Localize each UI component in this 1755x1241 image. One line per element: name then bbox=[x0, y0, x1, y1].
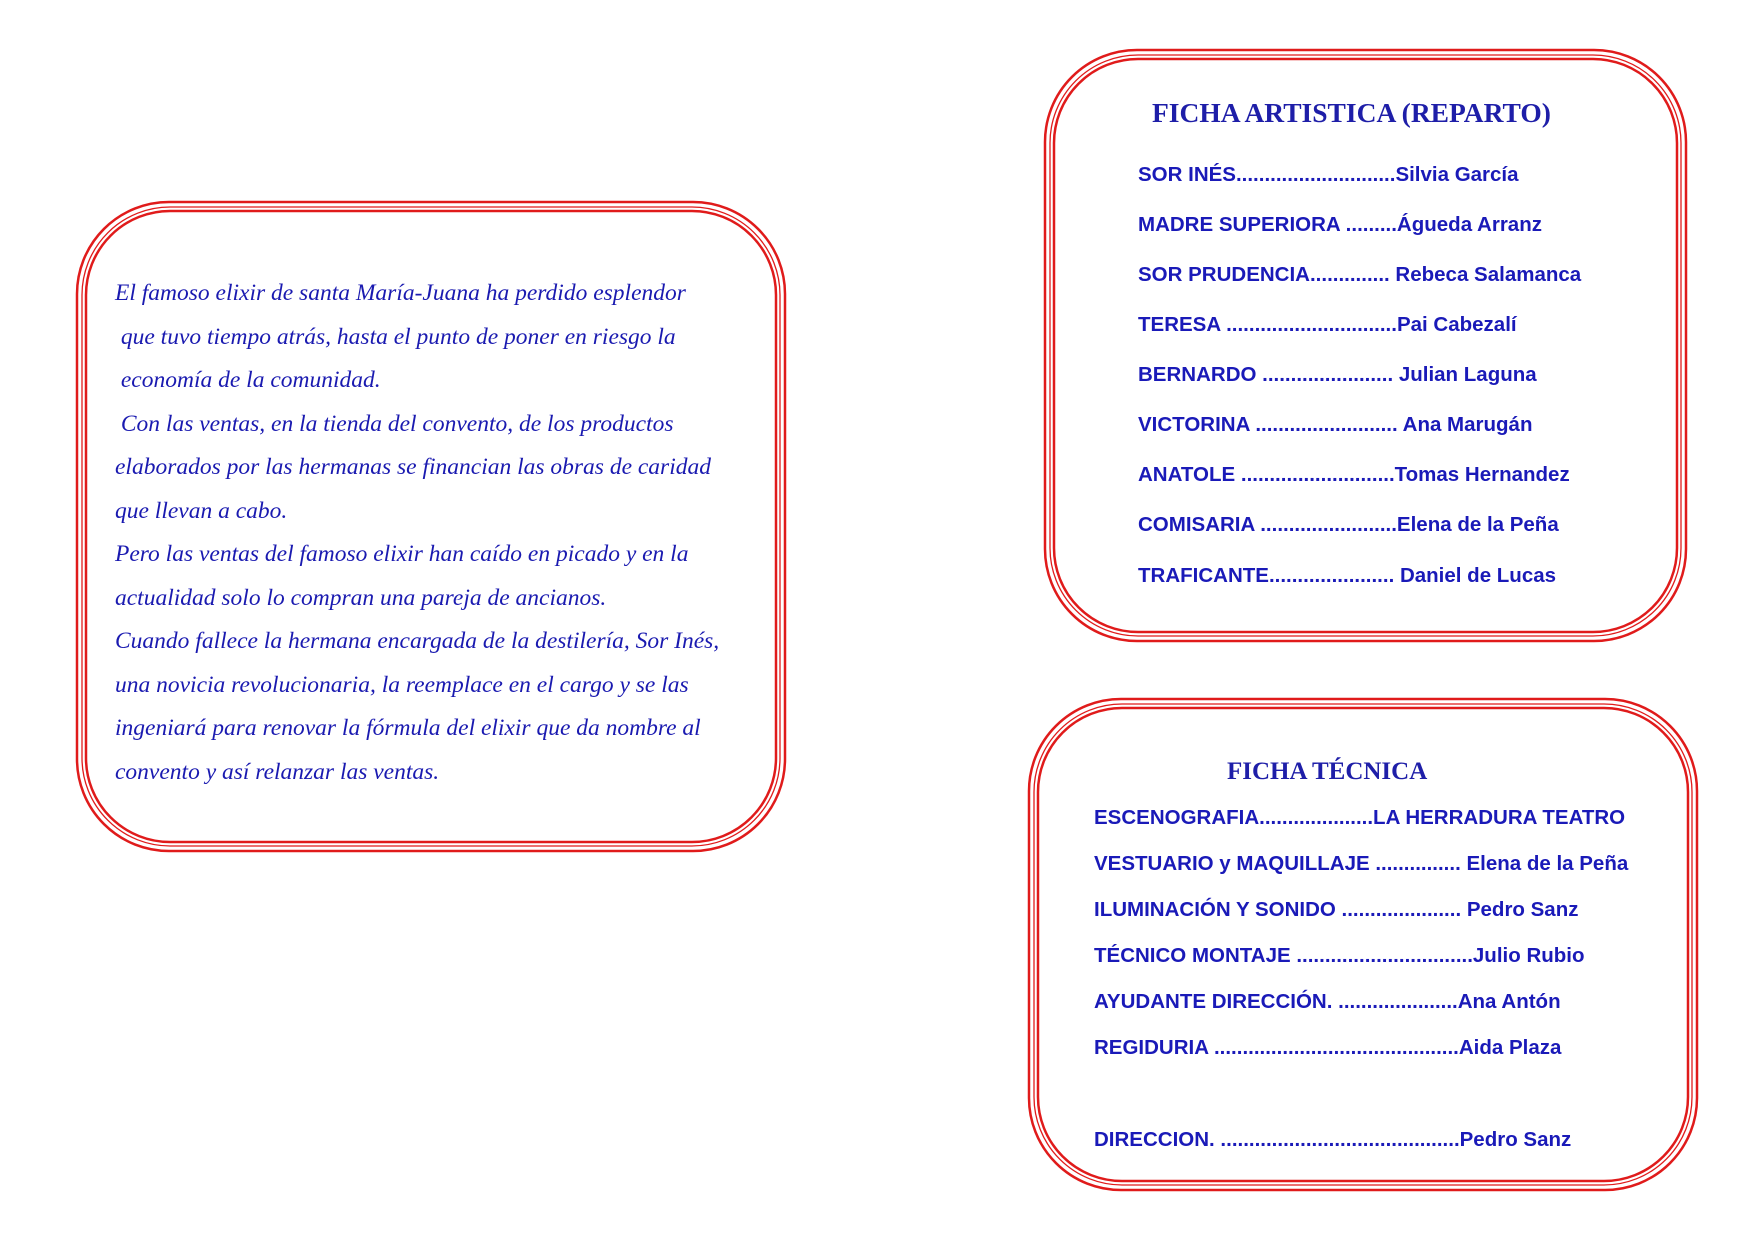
crew-director-row: DIRECCION. ..........................................Pedro Sanz bbox=[1094, 1128, 1572, 1151]
synopsis-line: economía de la comunidad. bbox=[115, 367, 381, 393]
cast-row: COMISARIA ........................Elena de la Peña bbox=[1138, 513, 1559, 536]
crew-row: REGIDURIA ...........................................Aida Plaza bbox=[1094, 1036, 1562, 1059]
cast-row: VICTORINA ......................... Ana Marugán bbox=[1138, 413, 1533, 436]
cast-row: SOR INÉS............................Silvia García bbox=[1138, 163, 1519, 186]
synopsis-line: ingeniará para renovar la fórmula del elixir que da nombre al bbox=[115, 715, 701, 741]
cast-row: SOR PRUDENCIA.............. Rebeca Salamanca bbox=[1138, 263, 1582, 286]
crew-row: VESTUARIO y MAQUILLAJE ............... Elena de la Peña bbox=[1094, 852, 1629, 875]
crew-row: ESCENOGRAFIA....................LA HERRADURA TEATRO bbox=[1094, 806, 1626, 829]
synopsis-line: convento y así relanzar las ventas. bbox=[115, 758, 440, 785]
cast-frame bbox=[1043, 48, 1688, 643]
cast-row: TRAFICANTE...................... Daniel de Lucas bbox=[1138, 564, 1557, 587]
crew-row: AYUDANTE DIRECCIÓN. .....................Ana Antón bbox=[1094, 990, 1561, 1013]
synopsis-line: El famoso elixir de santa María-Juana ha perdido esplendor bbox=[115, 280, 686, 306]
synopsis-line: que tuvo tiempo atrás, hasta el punto de poner en riesgo la bbox=[115, 323, 676, 350]
cast-row: MADRE SUPERIORA .........Águeda Arranz bbox=[1138, 213, 1542, 236]
synopsis-line: Con las ventas, en la tienda del convento, de los productos bbox=[115, 410, 674, 437]
synopsis-line: que llevan a cabo. bbox=[115, 497, 288, 524]
cast-frame-border bbox=[1043, 48, 1688, 643]
crew-row: ILUMINACIÓN Y SONIDO ..................... Pedro Sanz bbox=[1094, 898, 1579, 921]
cast-title: FICHA ARTISTICA (REPARTO) bbox=[1152, 97, 1551, 128]
cast-row: TERESA ..............................Pai Cabezalí bbox=[1138, 313, 1517, 336]
cast-row: ANATOLE ...........................Tomas Hernandez bbox=[1138, 463, 1570, 486]
cast-row: BERNARDO ....................... Julian Laguna bbox=[1138, 363, 1537, 386]
crew-row: TÉCNICO MONTAJE ...............................Julio Rubio bbox=[1094, 944, 1585, 967]
crew-title: FICHA TÉCNICA bbox=[1227, 758, 1428, 785]
synopsis-line: Pero las ventas del famoso elixir han caído en picado y en la bbox=[115, 541, 689, 567]
synopsis-line: una novicia revolucionaria, la reemplace en el cargo y se las bbox=[115, 671, 689, 698]
synopsis-text bbox=[115, 272, 795, 794]
synopsis-line: elaborados por las hermanas se financian las obras de caridad bbox=[115, 454, 711, 480]
synopsis-line: Cuando fallece la hermana encargada de la destilería, Sor Inés, bbox=[115, 628, 720, 654]
synopsis-line: actualidad solo lo compran una pareja de ancianos. bbox=[115, 584, 607, 611]
